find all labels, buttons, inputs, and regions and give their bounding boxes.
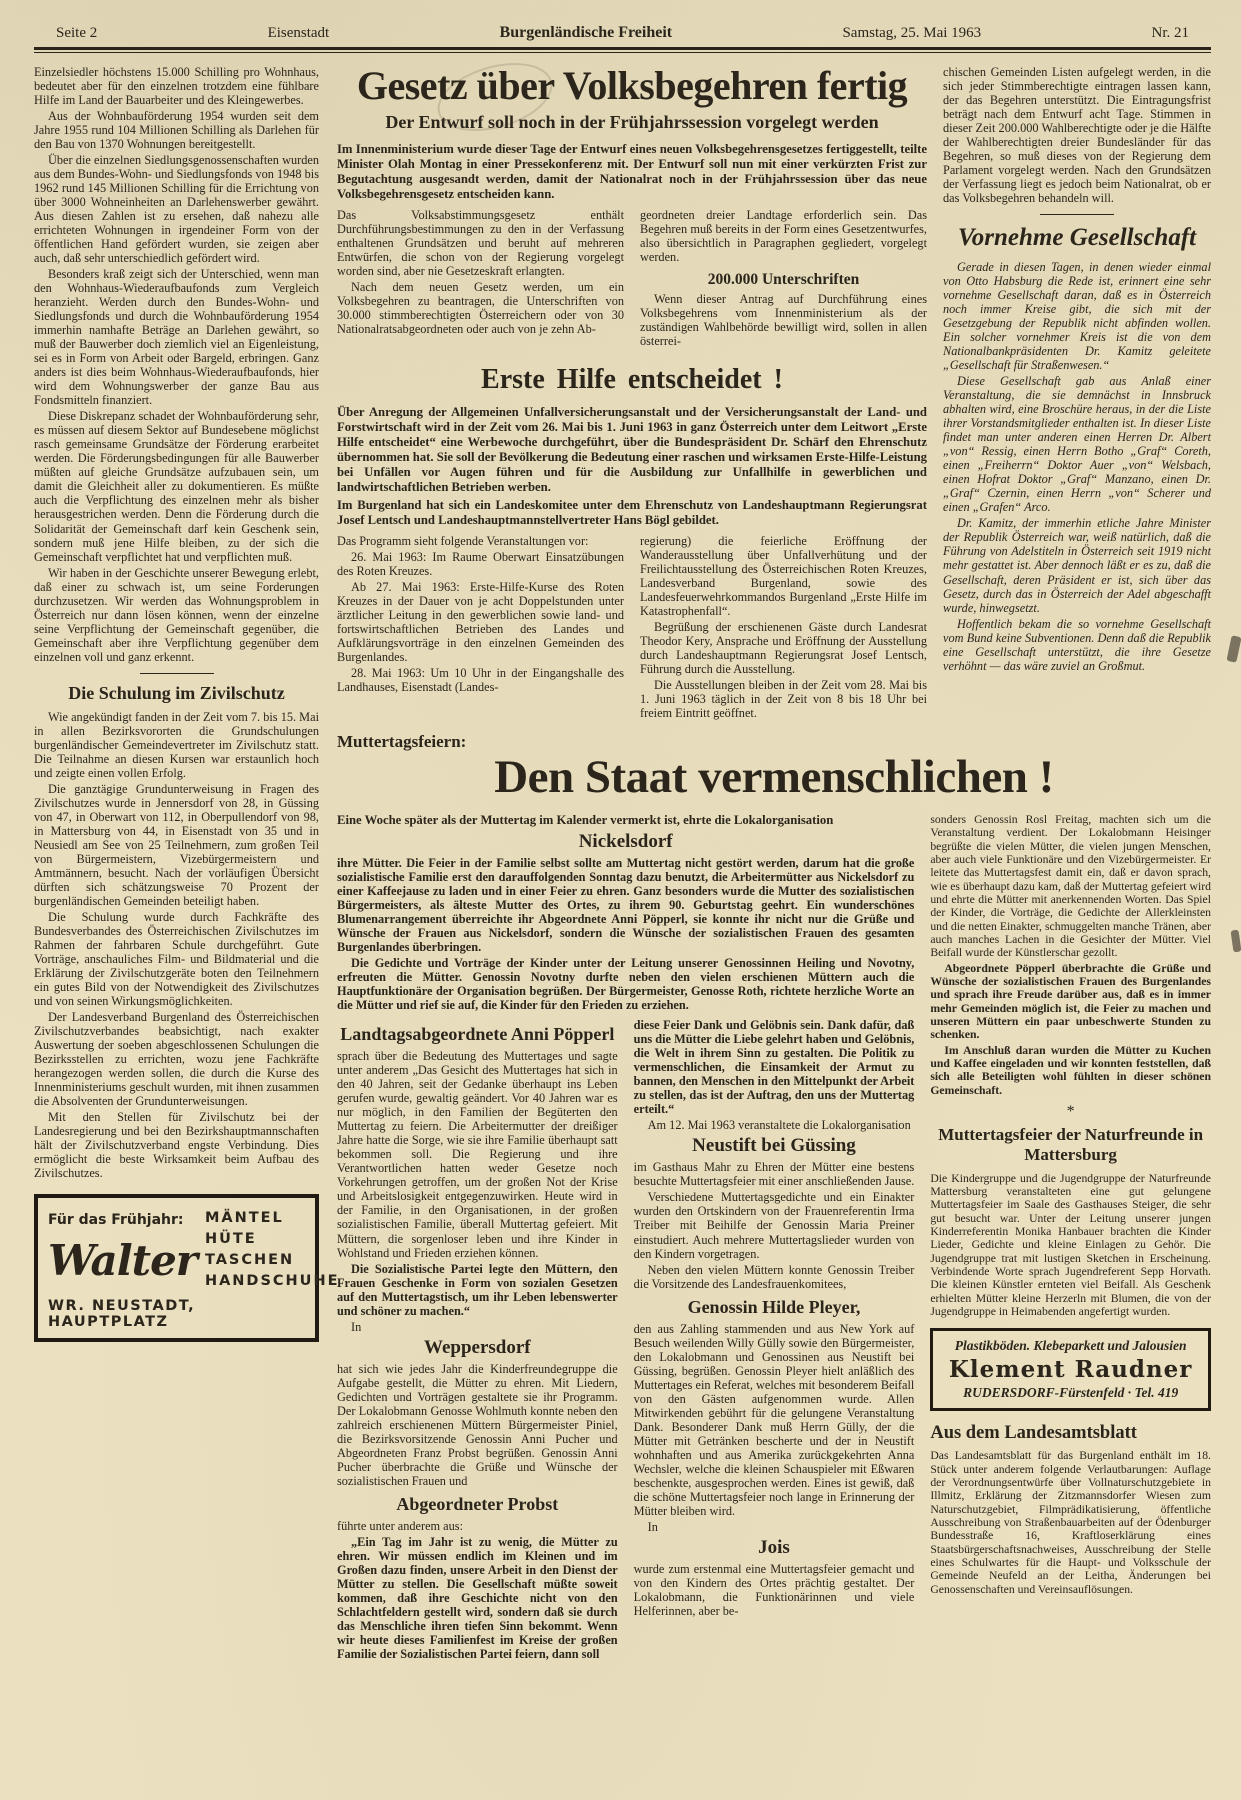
headline-den-staat-vermenschlichen: Den Staat vermenschlichen !	[494, 751, 1054, 804]
body-paragraph: Neben den vielen Müttern konnte Genossin Treiber die Vorsitzende des Landesfrauenkomitees,	[633, 1262, 915, 1291]
body-paragraph: Wenn dieser Antrag auf Durchführung eines Volksbegehrens vom Innenministerium als der zuständigen Wahlbehörde bewilligt wird, sollen in allen österrei-	[640, 292, 927, 349]
subhead-neustift-bei-guessing: Neustift bei Güssing	[692, 1135, 856, 1157]
kicker-muttertagsfeiern: Muttertagsfeiern:	[337, 732, 467, 752]
body-paragraph: Das Landesamtsblatt für das Burgenland enthält im 18. Stück unter anderem folgende Verlautbarungen: Auflage der Verordnungsentwürfe über Vollnaturschutzgebiete in Illmitz, Erklärung der Zitzmannsdorfer Wiesen zum Naturschutzgebiet, Filmprädikatisierung, öffentliche Ausschreibung von Straßenbauarbeiten auf der Ödenburger Bundesstraße 16, Kraftloserklärung eines Staatsbürgerschaftsnachweises, Ausschreibung der Stelle eines Schulwartes für die Haupt- und Volksschule der Gemeinde Neufeld an der Leitha, Änderungen bei Genossenschaften und Vereinsauflösungen.	[930, 1449, 1211, 1596]
body-paragraph: Am 12. Mai 1963 veranstaltete die Lokalorganisation	[647, 1118, 911, 1133]
ad-address: RUDERSDORF-Fürstenfeld · Tel. 419	[963, 1385, 1179, 1401]
volksbegehren-column-1	[337, 208, 624, 350]
zivilschutz-paragraph: Der Landesverband Burgenland des Österreichischen Zivilschutzverbandes beabsichtigt, nach exakter Auswertung der soeben abgeschlossenen Schulungen die Bezirksstellen zu errichten, wozu jene Fachkräfte herangezogen werden sollen, die durch die Kurse des Innenministeriums geschult wurden, mit ihnen zusammen die Absolventen der Grundunterweisungen.	[34, 1009, 319, 1109]
body-paragraph: Die Sozialistische Partei legte den Müttern, den Frauen Geschenke in Form von sozialen Gesetzen auf den Muttertagstisch, um ihr Leben lebenswerter und schöner zu machen.“	[337, 1261, 618, 1318]
body-paragraph: Das Volksabstimmungsgesetz enthält Durchführungsbestimmungen zu den in der Verfassung enthaltenen Grundsätzen und beruht auf mehreren Entwürfen, die schon von der Regierung vorgelegt worden sind, aber nie Gesetzeskraft erlangten.	[337, 207, 624, 278]
issue-number: Nr. 21	[1151, 25, 1189, 41]
article-vornehme-gesellschaft	[943, 224, 1211, 672]
body-paragraph: In	[351, 1319, 362, 1334]
commentary-paragraph: Dr. Kamitz, der immerhin etliche Jahre Minister der Republik Österreich war, weiß natürlich, daß die Führung von Adelstiteln in Österreich seit 1919 nicht mehr gestattet ist. Aber dennoch läßt er es zu, daß die Gesellschaft, deren Präsident er ist, sich über das Gesetz, durch das in Österreich der Adel abgeschafft wurde, hinwegsetzt.	[943, 516, 1211, 615]
headline-vornehme-gesellschaft: Vornehme Gesellschaft	[957, 224, 1197, 252]
subhead-jois: Jois	[758, 1536, 790, 1558]
page-number: Seite 2	[56, 25, 98, 41]
right-column	[943, 65, 1211, 722]
nickelsdorf-lead-block	[337, 813, 914, 1014]
headline-erste-hilfe: Erste Hilfe entscheidet !	[481, 364, 783, 396]
walter-ad	[34, 1194, 340, 1342]
body-paragraph: sprach über die Bedeutung des Muttertages und sagte unter anderem „Das Gesicht des Muttertages hat sich in den 40 Jahren, seit der Gedanke überhaupt ins Leben gerufen wurde, gewaltig geändert. Vor 40 Jahren war es nur möglich, in den Familien der Begüterten den Muttertag zu feiern. Die Arbeitermutter der dreißiger Jahre hatte die Sorge, wie sie ihre Familie überhaupt satt bekommen soll. Die Regierung und ihre Verantwortlichen hatten weder Gesetze noch Vorkehrungen getroffen, um der großen Not der Krise und Arbeitslosigkeit entgegenzuwirken. Heute wird in der Familie, in den Organisationen, in der großen sozialistischen Familie, überall Muttertag gefeiert. Mit Müttern, die sorgenloser leben und ihre Kinder in Wohlstand und Frieden erziehen können.	[337, 1049, 618, 1260]
body-paragraph: Die Kindergruppe und die Jugendgruppe der Naturfreunde Mattersburg veranstalteten eine gut gelungene Muttertagsfeier im Saale des Gasthauses Steiger, die sehr gut besucht war. Unter der Leitung unserer jungen Kinderreferentin Monika Hanbauer brachten die Kinder Lieder, Gedichte und kleine Einlagen zu Gehör. Die Jugendgruppe trat mit lustigen Sketchen in Erscheinung. Verbindende Worte sprach Jugendreferent Sepp Horvath. Die kleinen Künstler ernteten viel Beifall. Als Geschenk erhielten Mütter kleine Herzerln mit Blumen, die von der Jugendgruppe in Heimabenden angefertigt wurden.	[930, 1171, 1211, 1319]
commentary-paragraph: Gerade in diesen Tagen, in denen wieder einmal von Otto Habsburg die Rede ist, erinnert eine sehr vornehme Gesellschaft daran, daß es in Österreich noch immer Kreise gibt, die sich mit der Gesetzgebung der Republik nicht abfinden wollen. Ein solcher vornehmer Kreis ist die von dem Nationalbankpräsidenten Dr. Kamitz geleitete „Gesellschaft für Straßenwesen.“	[943, 260, 1211, 373]
body-paragraph: Verschiedene Muttertagsgedichte und ein Einakter wurden den Ortskindern von der Frauenreferentin Irma Treiber mit Beihilfe der Genossin Maria Preiner einstudiert. Auch mehrere Muttertagslieder wurden von den Kindern vorgetragen.	[633, 1190, 915, 1261]
ad-brand-raudner: Klement Raudner	[948, 1356, 1193, 1384]
body-paragraph: den aus Zahling stammenden und aus New York auf Besuch weilenden Willy Gülly sowie den Bürgermeister, den Lokalobmann und Genossinen aus Neustift bei Güssing, begrüßen. Genossin Pleyer hielt anläßlich des Muttertages ein Referat, welches mit besonderem Beifall von den Gästen aufgenommen wurde. Allen Mitwirkenden gebührt für die gelungene Veranstaltung Dank. Besonderer Dank muß Herrn Gülly, der die Mütter mit Getränken bescherte und der in Neustift wohnhaften und aus Amerika zurückgekehrten Anna Wechsler, welche die kleinen Schauspieler mit Eßwaren beschenkte, ausgesprochen werden. Eines ist gewiß, daß die schöne Muttertagsfeier noch lange in Erinnerung der Mütter bleiben wird.	[633, 1321, 915, 1518]
left-column	[34, 65, 340, 1663]
body-paragraph: sonders Genossin Rosl Freitag, machten sich um die Veranstaltung verdient. Der Lokalobmann Heisinger begrüßte die vielen Mütter, die vielen jungen Menschen, aber auch viele Funktionäre und den Vizebürgermeister. Er leitete das Muttertagsfest damit ein, daß er davon sprach, wie es überhaupt dazu kam, daß der Muttertag gefeiert wird und ehrte die Mütter mit anerkennenden Worten. Das Spiel der Kinder, die Vorträge, die Gedichte der Allerkleinsten und die netten Einakter, schmuggelten manche Tränen, aber auch manches Lachen in die Gesichter der Mütter. Viel Beifall wurde der Künstlerschar gezollt.	[930, 813, 1211, 960]
body-paragraph: wurde zum erstenmal eine Muttertagsfeier gemacht und von den Kindern des Ortes prächtig gestaltet. Der Lokalobmann, die Funktionärinnen und viele Helferinnen, aber be-	[633, 1561, 915, 1618]
zivilschutz-paragraph: Die ganztägige Grundunterweisung in Fragen des Zivilschutzes wurde in Jennersdorf von 28, in Güssing von 47, in Oberwart von 112, in Oberpullendorf von 98, in Mattersburg von 44, in Eisenstadt von 35 und in Neusiedl am See von 25 Teilnehmern, zum großen Teil von Bürgermeistern, Vizebürgermeistern und Amtmännern, besucht. Nach der vorläufigen Übersicht dürften sich schätzungsweise 70 Prozent der burgenländischen Gemeinden beteiligt haben.	[34, 781, 319, 908]
body-paragraph: 28. Mai 1963: Um 10 Uhr in der Eingangshalle des Landhauses, Eisenstadt (Landes-	[337, 666, 624, 695]
masthead	[34, 24, 1211, 47]
page-edge-artifact	[1226, 635, 1241, 663]
body-paragraph: Abgeordnete Pöpperl überbrachte die Grüße und Wünsche der sozialistischen Frauen des Burgenlandes und sprach ihre Freude darüber aus, daß es in immer mehr Gemeinden möglich ist, die Feier zu machen und unseren Müttern ein paar unbeschwerte Stunden zu schenken.	[930, 961, 1211, 1042]
body-paragraph: 26. Mai 1963: Im Raume Oberwart Einsatzübungen des Roten Kreuzes.	[337, 549, 624, 578]
lead-paragraph: Über Anregung der Allgemeinen Unfallversicherungsanstalt und der Versicherungsanstalt der Land- und Forstwirtschaft wird in der Zeit vom 26. Mai bis 1. Juni 1963 in ganz Österreich unter dem Leitwort „Erste Hilfe entscheidet“ eine Werbewoche durchgeführt, über die Bundespräsident Dr. Schärf den Ehrenschutz übernommen hat. Sie soll der Bevölkerung die Bedeutung einer raschen und wirksamen Erste-Hilfe-Leistung bei Unfällen vor Augen führen und für die Ausbildung zur Unfallhilfe in gewerblichen und landwirtschaftlichen Betrieben werben.	[337, 405, 927, 494]
body-paragraph: Begrüßung der erschienenen Gäste durch Landesrat Theodor Kery, Ansprache und Eröffnung der Ausstellung durch Landeshauptmann Regierungsrat Josef Lentsch, Führung durch die Ausstellung.	[640, 620, 927, 677]
lead-paragraph: Im Innenministerium wurde dieser Tage der Entwurf eines neuen Volksbegehrensgesetzes fertiggestellt, teilte Minister Olah Montag in einer Pressekonferenz mit. Der Entwurf soll nun mit einer verkürzten Frist zur Begutachtung ausgesandt werden, damit der Nationalrat noch in der Frühjahrssession über das neue Volksbegehrensgesetz entscheiden kann.	[337, 142, 927, 201]
article-volksbegehren	[337, 65, 927, 722]
body-paragraph: „Ein Tag im Jahr ist zu wenig, die Mütter zu ehren. Wir müssen endlich im Kleinen und im Großen dazu finden, unsere Arbeit in den Dienst der Mütter zu stellen. Die Gesellschaft müßte soweit kommen, daß ihre Geschichte nicht von den Schlachtfeldern gestellt wird, sondern daß sie durch das Menschliche ihren tiefen Sinn bekommt. Wenn wir heute dieses Familienfest im Kreise der großen Familie der Sozialistischen Partei feiern, dann soll	[337, 1534, 618, 1661]
masthead-rule	[34, 47, 1211, 53]
page-content	[34, 65, 1211, 1663]
zivilschutz-paragraph: Mit den Stellen für Zivilschutz bei der Landesregierung und bei den Bezirkshauptmannschaften hält der Zivilschutzverband engste Verbindung. Dies ermöglicht die beste Wirksamkeit beim Aufbau des Zivilschutzes.	[34, 1110, 319, 1181]
body-paragraph: regierung) die feierliche Eröffnung der Wanderausstellung über Unfallverhütung und der Freilichtausstellung des Österreichischen Roten Kreuzes, Landesverband Burgenland, sowie des Landesfeuerwehrkommandos Burgenland „Erste Hilfe im Katastrophenfall“.	[640, 533, 927, 619]
zivilschutz-paragraph: Die Schulung wurde durch Fachkräfte des Bundesverbandes des Österreichischen Zivilschutzes im Rahmen der fahrbaren Schule durchgeführt. Gute Vorträge, anschauliches Film- und Bildmaterial und die Erklärung der Zivilschutzgeräte boten den Teilnehmern ein gutes Bild von der Notwendigkeit des Zivilschutzes und von seinen Wirkungsmöglichkeiten.	[34, 909, 319, 1008]
ad-address: WR. NEUSTADT, HAUPTPLATZ	[48, 1298, 196, 1331]
volksbegehren-column-2	[640, 208, 927, 350]
ad-brand-walter: Walter	[48, 1236, 197, 1286]
subhead-abgeordneter-probst: Abgeordneter Probst	[396, 1493, 559, 1514]
headline-landesamtsblatt: Aus dem Landesamtsblatt	[930, 1423, 1137, 1444]
editorial-paragraph: Besonders kraß zeigt sich der Unterschied, wenn man den Wohnhaus-Wiederaufbaufonds zum Vergleich heranzieht. Werden durch den Bundes-Wohn- und Siedlungsfonds und durch die Wohnbauförderung 1954 immerhin namhafte Beträge an Darlehen gewährt, so muß der Bauwerber doch ziemlich viel an Eigenleistung, sei es in Form von Arbeit oder Bargeld, erbringen. Ganz anders ist dies beim Wohnhaus-Wiederaufbaufonds, hier wird dem Wohnungswerber der ganze Bau aus Fondsmitteln finanziert.	[34, 267, 319, 408]
body-paragraph: Die Gedichte und Vorträge der Kinder unter der Leitung unserer Genossinnen Heiling und Novotny, erfreuten die Mütter. Genossin Novotny durfte neben den vielen erschienen Müttern auch die Hauptfunktionäre der Organisation begrüßen. Der Bürgermeister, Genosse Roth, richtete herzliche Worte an die Mütter und rief sie auf, die Kinder für den Frieden zu erziehen.	[337, 956, 915, 1013]
body-paragraph: geordneten dreier Landtage erforderlich sein. Das Begehren muß bereits in der Form eines Gesetzentwurfes, also übersichtlich in Paragraphen gegliedert, vorgelegt werden.	[640, 207, 927, 264]
muttertag-column-a	[337, 1018, 618, 1663]
ad-intro-text: Für das Frühjahr:	[48, 1212, 184, 1229]
ad-line: Plastikböden. Klebeparkett und Jalousien	[954, 1338, 1187, 1354]
editorial-paragraph: Einzelsiedler höchstens 15.000 Schilling pro Wohnhaus, bedeutet aber für den einzelnen trotzdem eine fühlbare Hilfe im Land der Bauarbeiter und des Kleingewerbes.	[34, 65, 319, 108]
body-paragraph: hat sich wie jedes Jahr die Kinderfreundegruppe die Aufgabe gestellt, die Mütter zu ehren. Mit Liedern, Gedichten und Vorträgen gestaltete sie ihr Programm. Der Lokalobmann Genosse Wohlmuth konnte neben den zahlreich erschienenen Müttern Bürgermeister Piniel, die Bezirksvorsitzende Genossin Anni Pucher und Abgeordneten Franz Probst begrüßen. Genossin Anni Pucher überbrachte die Grüße und Wünsche der sozialistischen Frauen und	[337, 1361, 618, 1488]
page-edge-artifact	[1231, 930, 1241, 953]
newspaper-title: Burgenländische Freiheit	[499, 24, 673, 41]
subhead-hilde-pleyer: Genossin Hilde Pleyer,	[687, 1296, 861, 1317]
article-landesamtsblatt	[930, 1423, 1211, 1596]
star-divider: *	[1066, 1103, 1075, 1121]
muttertag-column-c	[930, 813, 1211, 1663]
volksbegehren-continuation: chischen Gemeinden Listen aufgelegt werden, in die sich jeder Stimmberechtigte eintragen lassen kann, der das Begehren unterstützt. Die Eintragungsfrist beträgt nach dem Entwurf acht Tage. Stimmen in dieser Zeit 200.000 Wahlberechtigte oder je die Hälfte der Wahlberechtigten dreier Bundesländer für das Begehren, so muß dieses von der Regierung dem Parlament vorgelegt werden. Nach den Grundsätzen der Verfassung liegt es jedoch beim Nationalrat, ob er das Volksbegehren behandeln will.	[943, 65, 1211, 206]
zivilschutz-paragraph: Wie angekündigt fanden in der Zeit vom 7. bis 15. Mai in allen Bezirksvororten die Grundschulungen burgenländischer Gemeindevertreter im Zivilschutz statt. Die Teilnahme an diesen Kursen war erstaunlich hoch und zeigte einen vollen Erfolg.	[34, 709, 319, 780]
erste-hilfe-column-1	[337, 534, 624, 722]
subhead-anni-poepperl: Landtagsabgeordnete Anni Pöpperl	[340, 1024, 615, 1045]
headline-zivilschutz: Die Schulung im Zivilschutz	[68, 682, 285, 703]
lead-paragraph: Eine Woche später als der Muttertag im Kalender vermerkt ist, ehrte die Lokalorganisation	[337, 813, 834, 828]
subhead-nickelsdorf: Nickelsdorf	[578, 831, 673, 853]
article-divider	[140, 673, 214, 674]
erste-hilfe-column-2	[640, 534, 927, 722]
body-paragraph: In	[647, 1519, 658, 1534]
commentary-paragraph: Diese Gesellschaft gab aus Anlaß einer Veranstaltung, die sie demnächst in Innsbruck abhalten wird, eine Broschüre heraus, in der die Liste ihrer Vorstandsmitglieder enthalten ist. In dieser Liste findet man unter anderen einen Herren Dr. Albert „von“ Ressig, einen Herrn Botho „Graf“ Coreth, einen „Freiherrn“ Doktor Auer „von“ Welsbach, einen Hofrat Doktor „Graf“ Manzano, einen Dr. „Graf“ Czernin, einen Herrn „von“ Scherer und einen „Grafen“ Arco.	[943, 374, 1211, 515]
masthead-city: Eisenstadt	[267, 25, 330, 41]
ad-item: HÜTE	[204, 1231, 257, 1248]
body-paragraph: Das Programm sieht folgende Veranstaltungen vor:	[337, 533, 589, 548]
subhead-volksbegehren: Der Entwurf soll noch in der Frühjahrssession vorgelegt werden	[385, 112, 879, 132]
article-muttertagsfeiern	[337, 732, 1211, 1663]
muttertag-column-b	[634, 1018, 915, 1663]
article-divider	[1040, 214, 1114, 215]
body-paragraph: Nach dem neuen Gesetz werden, um ein Volksbegehren zu beantragen, die Unterschriften von 30.000 stimmberechtigten Österreichern oder von 30 Nationalratsabgeordneten oder auch von je zehn Ab-	[337, 280, 624, 337]
lead-paragraph: Im Burgenland hat sich ein Landeskomitee unter dem Ehrenschutz von Landeshauptmann Regierungsrat Josef Lentsch und Landeshauptmannstellvertreter Hans Bögl gebildet.	[337, 497, 927, 527]
body-paragraph: im Gasthaus Mahr zu Ehren der Mütter eine bestens besuchte Muttertagsfeier mit einer anschließenden Jause.	[633, 1160, 915, 1189]
editorial-paragraph: Aus der Wohnbauförderung 1954 wurden seit dem Jahre 1955 rund 104 Millionen Schilling als Darlehen für den Bau von 1370 Wohnungen bereitgestellt.	[34, 109, 319, 152]
body-paragraph: Die Ausstellungen bleiben in der Zeit vom 28. Mai bis 1. Juni 1963 täglich in der Zeit von 8 bis 18 Uhr bei freiem Eintritt geöffnet.	[640, 678, 927, 721]
subhead-naturfreunde-mattersburg: Muttertagsfeier der Naturfreunde in Mattersburg	[938, 1125, 1204, 1165]
crosshead-unterschriften: 200.000 Unterschriften	[707, 271, 860, 288]
editorial-paragraph: Diese Diskrepanz schadet der Wohnbauförderung sehr, es müssen auf diesem Sektor auf Bundesebene möglichst rasch gemeinsame Grundsätze der Förderung erarbeitet werden. Die Förderungsbedingungen für alle Bauwerber müßten auf gleiche Grundsätze aufzubauen sein, um damit die Gleichheit aller zu dokumentieren. Es müßte auch die Verpflichtung des einzelnen mehr als bisher herausgestrichen werden. Denn die Förderung durch die Solidarität der Gemeinschaft darf kein Geschenk sein, sondern muß jene Hilfe bleiben, zu der sich die Gemeinschaft verpflichtet hat und verpflichten muß.	[34, 409, 319, 564]
subhead-weppersdorf: Weppersdorf	[424, 1336, 531, 1358]
commentary-paragraph: Hoffentlich bekam die so vornehme Gesellschaft vom Bund keine Subventionen. Denn daß die Republik eine Gesellschaft unterstützt, die ihre Gesetze verhöhnt — das wäre zuviel an Großmut.	[943, 616, 1211, 673]
ad-item: HANDSCHUHE	[204, 1273, 340, 1290]
ad-item: TASCHEN	[204, 1252, 295, 1269]
ad-item: MÄNTEL	[204, 1210, 284, 1227]
masthead-date: Samstag, 25. Mai 1963	[842, 25, 982, 41]
editorial-paragraph: Über die einzelnen Siedlungsgenossenschaften wurden aus dem Bundes-Wohn- und Siedlungsfonds von 1948 bis 1962 rund 145 Millionen Schilling für die Errichtung von über 3000 Wohneinheiten an Darlehenswerber gewährt. Aus diesen Zahlen ist zu ersehen, daß nahezu alle errichteten Wohnungen in irgendeiner Form von der öffentlichen Hand gefördert wurden, sie zeigen aber auch, daß sehr unterschiedlich gefördert wird.	[34, 153, 319, 266]
body-paragraph: ihre Mütter. Die Feier in der Familie selbst sollte am Muttertag nicht gestört werden, darum hat die große sozialistische Familie erst den darauffolgenden Sonntag dazu benutzt, die Arbeitermütter aus Nickelsdorf zu einer Kaffeejause zu laden und in einer Feier zu ehren. Ganz besonders wurde die Mutter des sozialistischen Bürgermeisters, als älteste Mutter des Ortes, zu ihrem 90. Geburtstag geehrt. Ein wunderschönes Blumenarrangement überreichte ihr Abgeordnete Anni Pöpperl, sie konnte ihr nicht nur die Grüße und Wünsche der Frauen aus Nickelsdorf, sondern die Wünsche der sozialistischen Frauen des gesamten Burgenlandes überbringen.	[337, 856, 915, 955]
editorial-paragraph: Wir haben in der Geschichte unserer Bewegung erlebt, daß einer zu schwach ist, um seine Forderungen durchzusetzen. Wir werden das Wohnungsproblem in Österreich nur dann lösen können, wenn der einzelne seine Verpflichtung der Gemeinschaft gegenüber, die Gemeinschaft aber ihre Verpflichtung gegenüber dem einzelnen voll und ganz erkennt.	[34, 565, 319, 664]
body-paragraph: Im Anschluß daran wurden die Mütter zu Kuchen und Kaffee eingeladen und wir konnten feststellen, daß sich alle Beteiligten wohl fühlten in dieser schönen Gemeinschaft.	[930, 1043, 1211, 1097]
body-paragraph: Ab 27. Mai 1963: Erste-Hilfe-Kurse des Roten Kreuzes in der Dauer von je acht Doppelstunden unter ärztlicher Leitung in den gewerblichen sowie land- und fortswirtschaftlichen Betrieben des Landes und Aufklärungsvorträge in den einzelnen Gemeinden des Burgenlandes.	[337, 579, 624, 665]
body-paragraph: diese Feier Dank und Gelöbnis sein. Dank dafür, daß uns die Mütter die Liebe gelehrt haben und Gelöbnis, die Welt in ihrem Sinn zu gestalten. Die Politik zu vermenschlichen, die Einsamkeit der Armut zu bannen, den Menschen in den Mittelpunkt der Arbeit zu stellen, das ist der Auftrag, den uns der Muttertag erteilt.“	[633, 1018, 915, 1117]
body-paragraph: führte unter anderem aus:	[337, 1518, 463, 1533]
main-area	[337, 65, 1211, 1663]
ad-item-list	[205, 1208, 340, 1292]
headline-volksbegehren: Gesetz über Volksbegehren fertig	[356, 63, 908, 108]
raudner-ad	[930, 1328, 1211, 1411]
article-erste-hilfe	[337, 364, 927, 722]
